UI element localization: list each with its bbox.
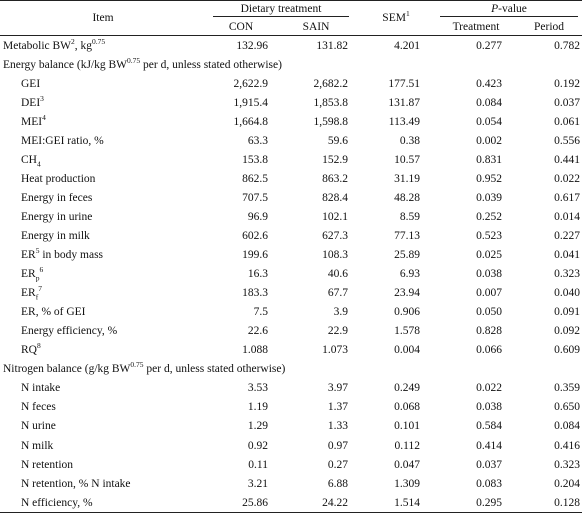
period-p-value: 0.556 (554, 134, 580, 147)
table-row (0, 417, 582, 436)
con-value: 3.21 (247, 477, 268, 490)
sem-value: 4.201 (394, 39, 420, 52)
dietary-treatment-header: Dietary treatment (206, 1, 356, 19)
row-label: $ER^5$ in body mass (21, 246, 104, 262)
table-row (0, 207, 582, 226)
treatment-p-value: 0.022 (476, 382, 502, 395)
treatment-p-value: 0.252 (476, 210, 502, 223)
sem-value: 1.578 (394, 325, 420, 338)
sem-value: 0.101 (394, 420, 420, 433)
sem-value: 0.38 (399, 134, 420, 147)
treatment-p-value: 0.038 (476, 401, 502, 414)
period-p-value: 0.128 (516, 493, 582, 513)
sem-value: 48.28 (394, 191, 420, 204)
period-p-value: 0.204 (554, 477, 580, 490)
table-row (0, 246, 582, 265)
sem-value: 113.49 (388, 115, 420, 128)
table-row (0, 112, 582, 131)
period-p-value: 0.359 (554, 382, 580, 395)
sain-value: 40.6 (327, 268, 348, 281)
con-value: 1.29 (247, 420, 268, 433)
row-label: N feces (21, 401, 56, 414)
sain-value: 3.97 (327, 382, 348, 395)
period-p-value: 0.040 (554, 287, 580, 300)
row-label: $ER_f^7$ (21, 284, 42, 302)
con-value: 1.088 (242, 344, 268, 357)
table-row (0, 341, 582, 360)
row-label: Heat production (21, 172, 96, 185)
sain-header: SAIN (276, 18, 356, 36)
period-p-value: 0.617 (554, 191, 580, 204)
sain-value: 24.22 (276, 493, 356, 513)
table-body (0, 36, 582, 513)
con-value: 0.11 (248, 458, 268, 471)
table-row (0, 265, 582, 284)
table-row (0, 284, 582, 303)
row-label: GEI (21, 77, 41, 90)
treatment-p-value: 0.002 (476, 134, 502, 147)
row-label: DEI$^3$ (21, 93, 44, 109)
treatment-p-value: 0.025 (476, 249, 502, 262)
sem-value: 6.93 (399, 268, 420, 281)
row-label: Energy in feces (21, 191, 93, 204)
sem-header: SEM$^1$ (356, 1, 436, 36)
table-row (0, 131, 582, 150)
con-value: 199.6 (242, 249, 268, 262)
table-row (0, 455, 582, 474)
sem-value: 25.89 (394, 249, 420, 262)
period-p-value: 0.227 (554, 229, 580, 242)
treatment-p-value: 0.423 (476, 77, 502, 90)
period-p-value: 0.061 (554, 115, 580, 128)
sain-value: 1.073 (322, 344, 348, 357)
con-value: 602.6 (242, 229, 268, 242)
period-p-value: 0.091 (554, 306, 580, 319)
con-value: 22.6 (247, 325, 268, 338)
table-row (0, 474, 582, 493)
con-header: CON (206, 18, 276, 36)
row-label: MEI:GEI ratio, % (21, 134, 104, 147)
period-p-value: 0.037 (554, 96, 580, 109)
sain-value: 0.27 (327, 458, 348, 471)
section-row (0, 360, 582, 379)
period-p-value: 0.022 (554, 172, 580, 185)
sain-value: 22.9 (327, 325, 348, 338)
con-value: 1,664.8 (233, 115, 268, 128)
con-value: 3.53 (247, 382, 268, 395)
con-value: 1,915.4 (233, 96, 268, 109)
period-p-value: 0.323 (554, 458, 580, 471)
con-value: 96.9 (247, 210, 268, 223)
sem-value: 177.51 (388, 77, 420, 90)
row-label: $ER_p^6$ (21, 265, 44, 283)
sem-value: 31.19 (394, 172, 420, 185)
sain-value: 1.33 (327, 420, 348, 433)
treatment-p-value: 0.007 (476, 287, 502, 300)
con-value: 16.3 (247, 268, 268, 281)
sain-value: 828.4 (322, 191, 348, 204)
treatment-p-value: 0.050 (476, 306, 502, 319)
sem-value: 0.249 (394, 382, 420, 395)
table-row (0, 493, 582, 513)
period-p-value: 0.192 (554, 77, 580, 90)
table-row (0, 379, 582, 398)
period-p-value: 0.323 (554, 268, 580, 281)
sem-value: 23.94 (394, 287, 420, 300)
row-label: N urine (21, 420, 56, 433)
sain-value: 863.2 (322, 172, 348, 185)
treatment-p-value: 0.083 (476, 477, 502, 490)
period-p-value: 0.041 (554, 249, 580, 262)
row-label: $RQ^8$ (21, 341, 41, 357)
sain-value: 2,682.2 (313, 77, 348, 90)
con-value: 63.3 (247, 134, 268, 147)
row-label: N milk (21, 439, 54, 452)
row-label: Energy in urine (21, 210, 93, 223)
table-header (0, 1, 582, 36)
treatment-p-value: 0.584 (476, 420, 502, 433)
sain-value: 102.1 (322, 210, 348, 223)
table-row (0, 188, 582, 207)
sem-value: 1.514 (356, 493, 436, 513)
sem-value: 0.047 (394, 458, 420, 471)
con-value: 183.3 (242, 287, 268, 300)
table-row (0, 36, 582, 56)
period-p-value: 0.782 (554, 39, 580, 52)
item-header: Item (0, 1, 206, 36)
table-row (0, 398, 582, 417)
sain-value: 1,853.8 (313, 96, 348, 109)
row-label: N retention (21, 458, 74, 471)
sem-value: 8.59 (399, 210, 420, 223)
section-row (0, 55, 582, 74)
sain-value: 1.37 (327, 401, 348, 414)
table-row (0, 93, 582, 112)
row-label: $CH_4$ (21, 153, 41, 169)
sem-value: 1.309 (394, 477, 420, 490)
con-value: 1.19 (247, 401, 268, 414)
sem-value: 131.87 (388, 96, 420, 109)
table-row (0, 436, 582, 455)
sain-value: 152.9 (322, 153, 348, 166)
section-label: Energy balance (kJ/kg $BW^{0.75}$ per d, unless stated otherwise) (3, 55, 282, 71)
table-row (0, 303, 582, 322)
row-label: N efficiency, % (0, 493, 206, 513)
con-value: 153.8 (242, 153, 268, 166)
period-header: Period (516, 18, 582, 36)
con-value: 25.86 (206, 493, 276, 513)
table-row (0, 74, 582, 93)
section-label: Nitrogen balance (g/kg $BW^{0.75}$ per d, unless stated otherwise) (3, 360, 286, 376)
sem-value: 0.004 (394, 344, 420, 357)
sem-value: 0.112 (394, 439, 420, 452)
treatment-p-value: 0.295 (436, 493, 516, 513)
table-row (0, 226, 582, 245)
sain-value: 3.9 (333, 306, 348, 319)
row-label: N intake (21, 382, 61, 395)
treatment-p-value: 0.828 (476, 325, 502, 338)
period-p-value: 0.014 (554, 210, 580, 223)
table-row (0, 322, 582, 341)
con-value: 7.5 (253, 306, 268, 319)
treatment-p-value: 0.523 (476, 229, 502, 242)
con-value: 2,622.9 (233, 77, 268, 90)
sain-value: 1,598.8 (313, 115, 348, 128)
treatment-p-value: 0.277 (476, 39, 502, 52)
treatment-p-value: 0.037 (476, 458, 502, 471)
row-label: ER, % of GEI (21, 306, 86, 319)
sain-value: 6.88 (327, 477, 348, 490)
table-row (0, 150, 582, 169)
sain-value: 0.97 (327, 439, 348, 452)
period-p-value: 0.650 (554, 401, 580, 414)
treatment-p-value: 0.414 (476, 439, 502, 452)
sain-value: 131.82 (316, 39, 348, 52)
table-row (0, 169, 582, 188)
con-value: 0.92 (247, 439, 268, 452)
p-value-header: P-value (436, 1, 582, 19)
con-value: 707.5 (242, 191, 268, 204)
row-label: N retention, % N intake (21, 477, 131, 490)
period-p-value: 0.441 (554, 153, 580, 166)
period-p-value: 0.084 (554, 420, 580, 433)
row-label: MEI$^4$ (21, 112, 46, 128)
sem-value: 0.906 (394, 306, 420, 319)
period-p-value: 0.416 (554, 439, 580, 452)
con-value: 132.96 (236, 39, 268, 52)
period-p-value: 0.092 (554, 325, 580, 338)
row-label: Energy in milk (21, 229, 90, 242)
sem-value: 77.13 (394, 229, 420, 242)
sain-value: 627.3 (322, 229, 348, 242)
treatment-p-value: 0.066 (476, 344, 502, 357)
con-value: 862.5 (242, 172, 268, 185)
row-label: Metabolic $BW^2$, $kg^{0.75}$ (3, 36, 106, 52)
period-p-value: 0.609 (554, 344, 580, 357)
treatment-p-value: 0.952 (476, 172, 502, 185)
treatment-p-value: 0.038 (476, 268, 502, 281)
sain-value: 108.3 (322, 249, 348, 262)
treatment-p-value: 0.084 (476, 96, 502, 109)
sain-value: 59.6 (327, 134, 348, 147)
treatment-header: Treatment (436, 18, 516, 36)
sem-value: 0.068 (394, 401, 420, 414)
sem-value: 10.57 (394, 153, 420, 166)
treatment-p-value: 0.831 (476, 153, 502, 166)
treatment-p-value: 0.054 (476, 115, 502, 128)
sain-value: 67.7 (327, 287, 348, 300)
row-label: Energy efficiency, % (21, 325, 118, 338)
treatment-p-value: 0.039 (476, 191, 502, 204)
